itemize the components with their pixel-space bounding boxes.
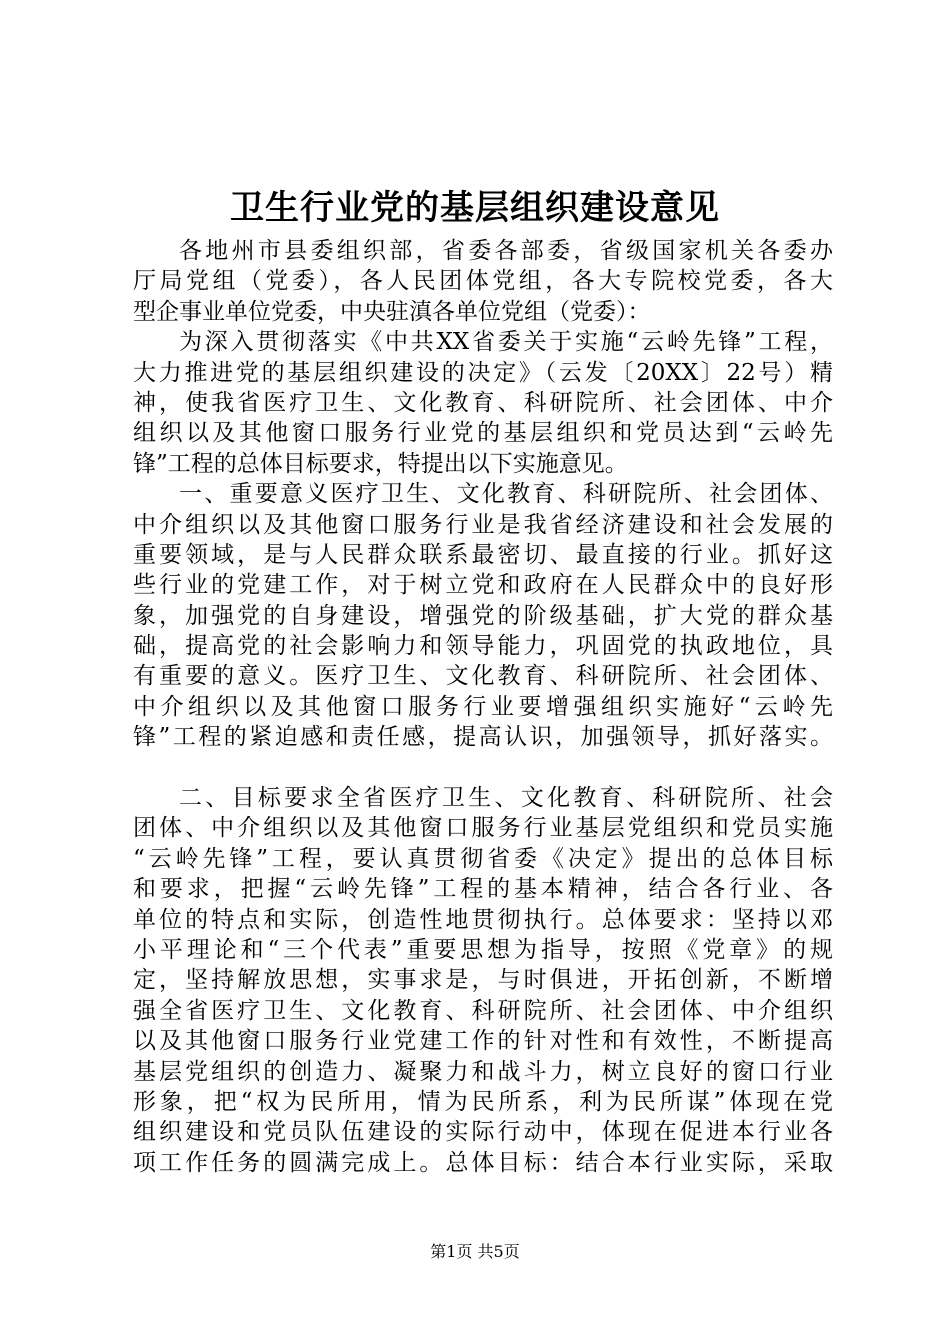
paragraph-line: 重要领域，是与人民群众联系最密切、最直接的行业。抓好这	[133, 541, 833, 568]
paragraph-line: 中介组织以及其他窗口服务行业是我省经济建设和社会发展的	[133, 511, 833, 538]
paragraph-line: 大力推进党的基层组织建设的决定》（云发〔20XX〕22号）精	[133, 359, 833, 386]
paragraph-line: 以及其他窗口服务行业党建工作的针对性和有效性，不断提高	[133, 1028, 833, 1055]
paragraph-line: 些行业的党建工作，对于树立党和政府在人民群众中的良好形	[133, 572, 833, 599]
paragraph-line: “云岭先锋”工程，要认真贯彻省委《决定》提出的总体目标	[133, 845, 833, 872]
paragraph-line: 中介组织以及其他窗口服务行业要增强组织实施好“云岭先	[133, 693, 833, 720]
page-number-footer: 第1页 共5页	[430, 1242, 520, 1261]
document-body	[133, 236, 833, 1178]
paragraph-line: 锋”工程的紧迫感和责任感，提高认识，加强领导，抓好落实。	[133, 724, 833, 751]
paragraph-line: 神，使我省医疗卫生、文化教育、科研院所、社会团体、中介	[133, 389, 833, 416]
paragraph-line: 二、目标要求全省医疗卫生、文化教育、科研院所、社会	[179, 785, 833, 812]
paragraph-line: 和要求，把握“云岭先锋”工程的基本精神，结合各行业、各	[133, 876, 833, 903]
paragraph-line: 组织以及其他窗口服务行业党的基层组织和党员达到“云岭先	[133, 420, 833, 447]
paragraph-line: 为深入贯彻落实《中共XX省委关于实施“云岭先锋”工程，	[179, 329, 833, 356]
paragraph-line: 单位的特点和实际，创造性地贯彻执行。总体要求：坚持以邓	[133, 906, 833, 933]
paragraph-line: 基层党组织的创造力、凝聚力和战斗力，树立良好的窗口行业	[133, 1058, 833, 1085]
paragraph-line: 项工作任务的圆满完成上。总体目标：结合本行业实际，采取	[133, 1149, 833, 1176]
paragraph-line: 强全省医疗卫生、文化教育、科研院所、社会团体、中介组织	[133, 997, 833, 1024]
document-title: 卫生行业党的基层组织建设意见	[230, 188, 720, 228]
paragraph-line: 有重要的意义。医疗卫生、文化教育、科研院所、社会团体、	[133, 663, 833, 690]
paragraph-line: 各地州市县委组织部，省委各部委，省级国家机关各委办	[179, 238, 833, 264]
paragraph-line: 型企事业单位党委，中央驻滇各单位党组（党委）：	[133, 298, 651, 325]
paragraph-line: 锋”工程的总体目标要求，特提出以下实施意见。	[133, 450, 628, 477]
paragraph-line: 形象，把“权为民所用，情为民所系，利为民所谋”体现在党	[133, 1088, 833, 1115]
paragraph-line: 定，坚持解放思想，实事求是，与时俱进，开拓创新，不断增	[133, 967, 833, 994]
paragraph-line: 厅局党组（党委），各人民团体党组，各大专院校党委，各大	[133, 268, 833, 295]
paragraph-line: 象，加强党的自身建设，增强党的阶级基础，扩大党的群众基	[133, 602, 833, 629]
paragraph-line: 小平理论和“三个代表”重要思想为指导，按照《党章》的规	[133, 936, 833, 963]
paragraph-line: 组织建设和党员队伍建设的实际行动中，体现在促进本行业各	[133, 1119, 833, 1146]
paragraph-gap	[133, 753, 833, 783]
paragraph-line: 团体、中介组织以及其他窗口服务行业基层党组织和党员实施	[133, 815, 833, 842]
paragraph-line: 一、重要意义医疗卫生、文化教育、科研院所、社会团体、	[179, 481, 833, 508]
paragraph-line: 础，提高党的社会影响力和领导能力，巩固党的执政地位，具	[133, 633, 833, 660]
